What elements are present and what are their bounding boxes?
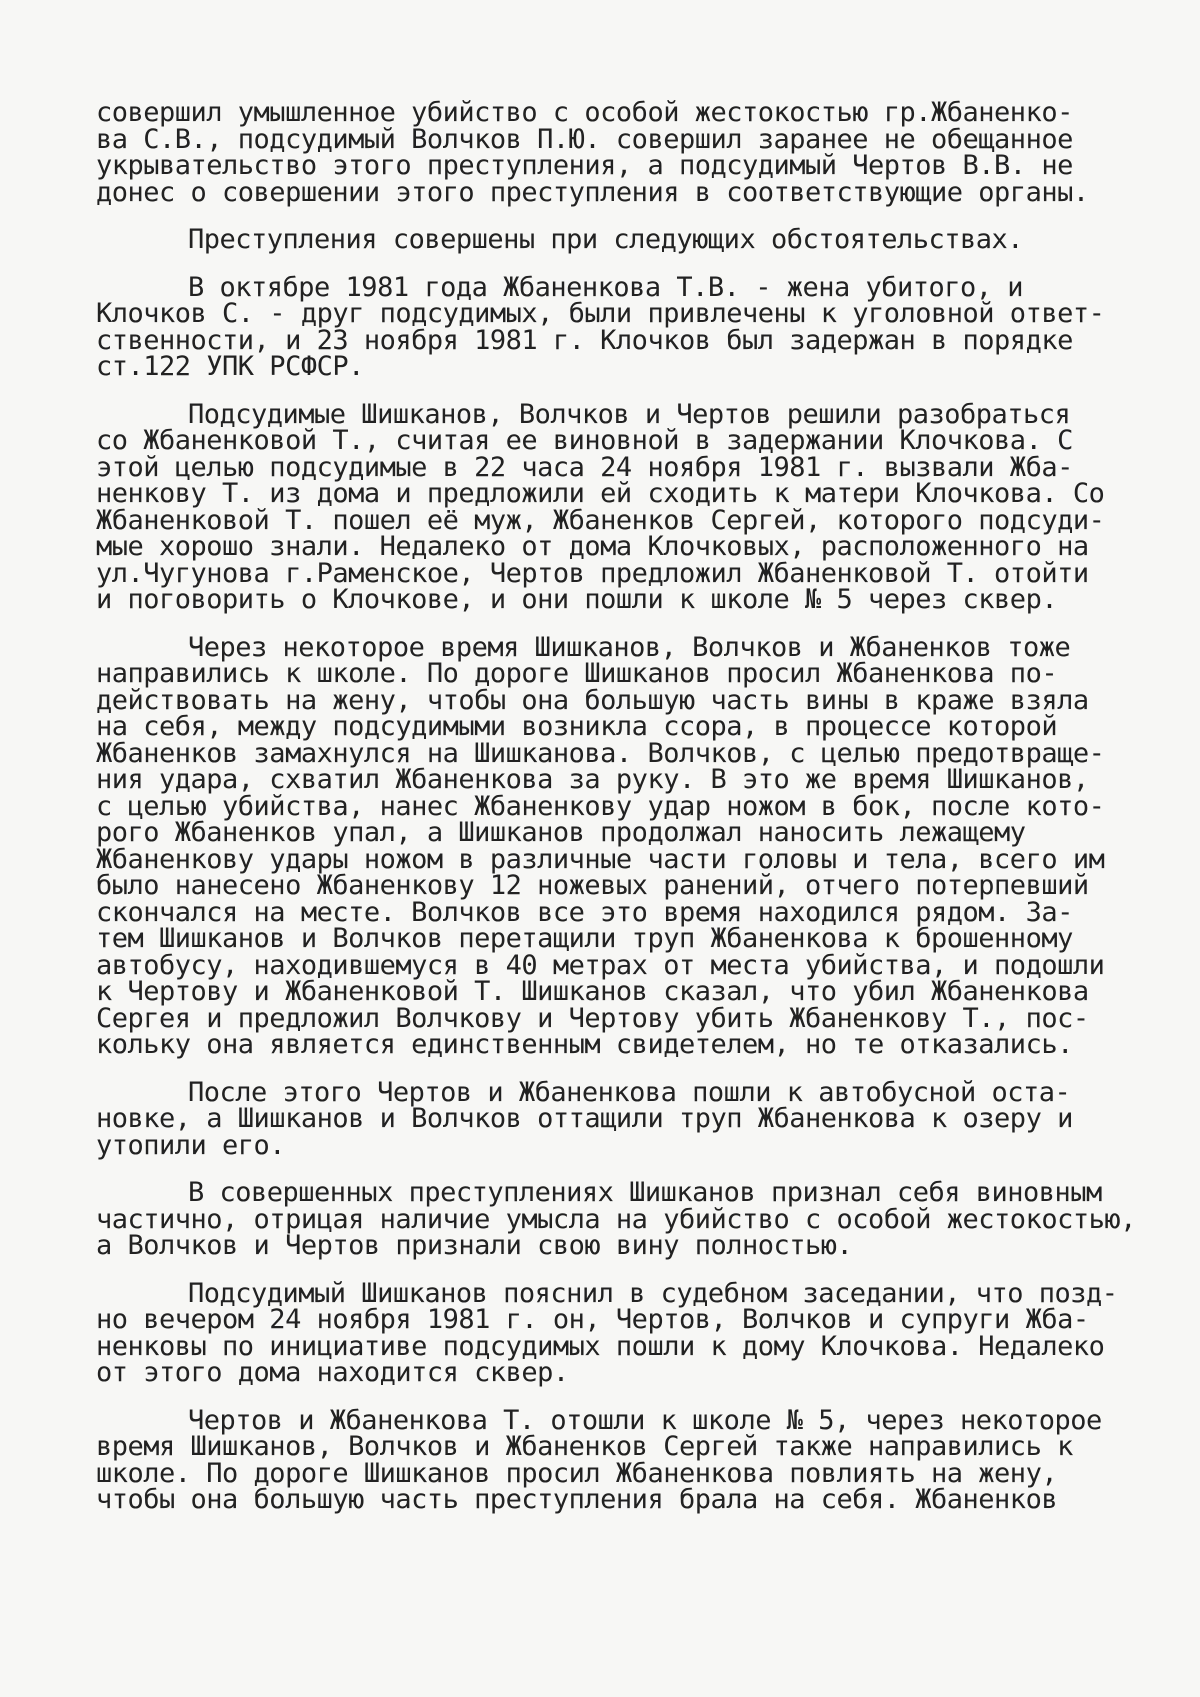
text-line: кольку она является единственным свидетелем, но те отказались. bbox=[96, 1029, 1073, 1060]
text-line: Преступления совершены при следующих обстоятельствах. bbox=[188, 224, 1024, 255]
text-line: Подсудимые Шишканов, Волчков и Чертов решили разобраться bbox=[188, 398, 1071, 430]
text-line: с целью убийства, нанес Жбаненкову удар ножом в бок, после кото- bbox=[96, 790, 1105, 822]
text-line: ненковы по инициативе подсудимых пошли к дому Клочкова. Недалеко bbox=[96, 1330, 1105, 1362]
paragraph bbox=[96, 97, 1136, 208]
paragraph bbox=[96, 224, 1136, 255]
text-line: В октябре 1981 года Жбаненкова Т.В. - жена убитого, и bbox=[188, 271, 1024, 303]
text-line: донес о совершении этого преступления в соответствующие органы. bbox=[96, 176, 1089, 208]
text-line: и поговорить о Клочкове, и они пошли к школе № 5 через сквер. bbox=[96, 584, 1058, 615]
text-line: Клочков С. - друг подсудимых, были привлечены к уголовной ответ- bbox=[96, 298, 1105, 329]
text-line: совершил умышленное убийство с особой жестокостью гр.Жбаненко- bbox=[96, 97, 1073, 128]
text-line: к Чертову и Жбаненковой Т. Шишканов сказал, что убил Жбаненкова bbox=[96, 976, 1089, 1007]
text-line: время Шишканов, Волчков и Жбаненков Сергей также направились к bbox=[96, 1431, 1073, 1462]
paragraph bbox=[96, 1076, 1136, 1161]
text-line: на себя, между подсудимыми возникла ссора, в процессе которой bbox=[96, 711, 1058, 742]
text-line: действовать на жену, чтобы она большую часть вины в краже взяла bbox=[96, 684, 1089, 716]
text-line: рого Жбаненков упал, а Шишканов продолжал наносить лежащему bbox=[96, 817, 1026, 848]
text-line: После этого Чертов и Жбаненкова пошли к автобусной оста- bbox=[188, 1076, 1071, 1108]
text-line: было нанесено Жбаненкову 12 ножевых ранений, отчего потерпевший bbox=[96, 870, 1089, 901]
text-line: автобусу, находившемуся в 40 метрах от места убийства, и подошли bbox=[96, 949, 1105, 981]
text-line: этой целью подсудимые в 22 часа 24 ноября 1981 г. вызвали Жба- bbox=[96, 451, 1073, 483]
text-line: Жбаненкову удары ножом в различные части головы и тела, всего им bbox=[96, 843, 1105, 875]
document-body bbox=[96, 97, 1136, 1535]
text-line: но вечером 24 ноября 1981 г. он, Чертов, Волчков и супруги Жба- bbox=[96, 1304, 1089, 1335]
text-line: скончался на месте. Волчков все это время находился рядом. За- bbox=[96, 896, 1073, 928]
text-line: В совершенных преступлениях Шишканов признал себя виновным bbox=[188, 1177, 1102, 1208]
paragraph bbox=[96, 1404, 1136, 1515]
text-line: а Волчков и Чертов признали свою вину полностью. bbox=[96, 1230, 853, 1261]
paragraph bbox=[96, 271, 1136, 382]
text-line: Подсудимый Шишканов пояснил в судебном заседании, что позд- bbox=[188, 1277, 1118, 1309]
text-line: со Жбаненковой Т., считая ее виновной в задержании Клочкова. С bbox=[96, 425, 1073, 456]
text-line: тем Шишканов и Волчков перетащили труп Жбаненкова к брошенному bbox=[96, 923, 1073, 954]
text-line: утопили его. bbox=[96, 1129, 286, 1161]
text-line: мые хорошо знали. Недалеко от дома Клочковых, расположенного на bbox=[96, 531, 1089, 562]
text-line: новке, а Шишканов и Волчков оттащили труп Жбаненкова к озеру и bbox=[96, 1103, 1073, 1134]
text-line: школе. По дороге Шишканов просил Жбаненкова повлиять на жену, bbox=[96, 1457, 1058, 1489]
text-line: ственности, и 23 ноября 1981 г. Клочков был задержан в порядке bbox=[96, 324, 1073, 356]
text-line: Чертов и Жбаненкова Т. отошли к школе № 5, через некоторое bbox=[188, 1404, 1102, 1436]
paragraph bbox=[96, 1177, 1136, 1261]
text-line: Сергея и предложил Волчкову и Чертову убить Жбаненкову Т., пос- bbox=[96, 1002, 1089, 1034]
text-line: ст.122 УПК РСФСР. bbox=[96, 351, 364, 382]
text-line: Жбаненков замахнулся на Шишканова. Волчков, с целью предотвраще- bbox=[96, 737, 1105, 769]
paragraph bbox=[96, 631, 1136, 1060]
paragraph bbox=[96, 1277, 1136, 1388]
text-line: от этого дома находится сквер. bbox=[96, 1357, 569, 1388]
text-line: укрывательство этого преступления, а подсудимый Чертов В.В. не bbox=[96, 150, 1073, 181]
text-line: Через некоторое время Шишканов, Волчков и Жбаненков тоже bbox=[188, 631, 1071, 663]
paragraph bbox=[96, 398, 1136, 615]
text-line: ул.Чугунова г.Раменское, Чертов предложил Жбаненковой Т. отойти bbox=[96, 557, 1089, 589]
text-line: ненкову Т. из дома и предложили ей сходить к матери Клочкова. Со bbox=[96, 478, 1105, 509]
text-line: ния удара, схватил Жбаненкова за руку. В это же время Шишканов, bbox=[96, 764, 1089, 795]
text-line: частично, отрицая наличие умысла на убийство с особой жестокостью, bbox=[96, 1203, 1136, 1235]
text-line: Жбаненковой Т. пошел её муж, Жбаненков Сергей, которого подсуди- bbox=[96, 504, 1105, 536]
text-line: чтобы она большую часть преступления брала на себя. Жбаненков bbox=[96, 1484, 1058, 1515]
text-line: направились к школе. По дороге Шишканов просил Жбаненкова по- bbox=[96, 658, 1058, 689]
text-line: ва С.В., подсудимый Волчков П.Ю. совершил заранее не обещанное bbox=[96, 123, 1073, 155]
